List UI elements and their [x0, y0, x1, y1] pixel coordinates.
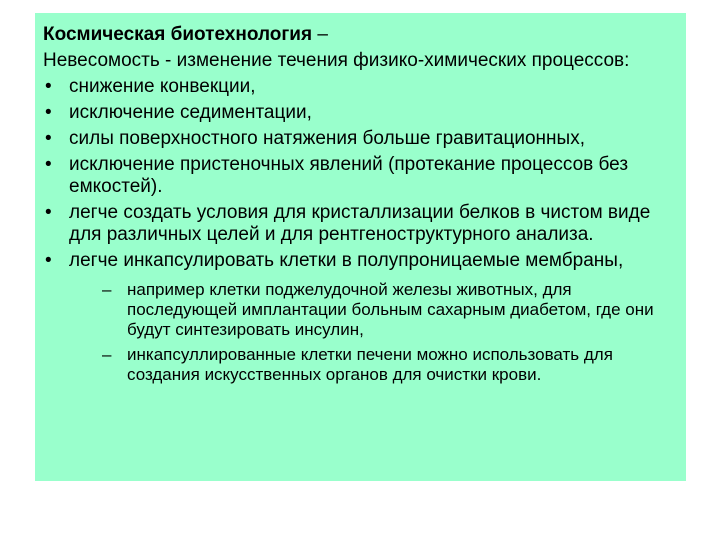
bullet-item [43, 154, 680, 198]
lead-text: Невесомость - изменение течения физико-химических процессов: [43, 50, 630, 71]
dash-marker: – [102, 280, 112, 299]
title-text: Космическая биотехнология [43, 24, 313, 45]
bullet-text: легче создать условия для кристаллизации белков в чистом виде для различных целей и для рентгеноструктурного анализа. [69, 202, 651, 245]
bullet-marker: • [45, 128, 52, 149]
bullet-text: исключение седиментации, [69, 102, 312, 123]
sub-item-text: например клетки поджелудочной железы животных, для последующей имплантации больным сахарным диабетом, где они будут синтезировать инсулин, [127, 280, 654, 339]
bullet-text: силы поверхностного натяжения больше гравитационных, [69, 128, 585, 149]
sub-item-text: инкапсуллированные клетки печени можно использовать для создания искусственных органов для очистки крови. [127, 345, 613, 384]
bullet-item [43, 250, 680, 385]
bullet-item [43, 102, 680, 124]
bullet-marker: • [45, 76, 52, 97]
bullet-marker: • [45, 154, 52, 175]
bullet-text: легче инкапсулировать клетки в полупроницаемые мембраны, [69, 250, 624, 271]
title-dash: – [312, 24, 328, 45]
bullet-text: снижение конвекции, [69, 76, 256, 97]
bullet-list [43, 76, 680, 385]
sub-list [69, 280, 680, 385]
bullet-marker: • [45, 250, 52, 271]
bullet-item [43, 202, 680, 246]
bullet-text: исключение пристеночных явлений (протекание процессов без емкостей). [69, 154, 629, 197]
bullet-marker: • [45, 102, 52, 123]
content-box [35, 13, 686, 481]
sub-item [69, 345, 680, 385]
bullet-item [43, 128, 680, 150]
dash-marker: – [102, 345, 112, 364]
bullet-item [43, 76, 680, 98]
sub-item [69, 280, 680, 340]
slide-title [43, 23, 680, 47]
bullet-marker: • [45, 202, 52, 223]
